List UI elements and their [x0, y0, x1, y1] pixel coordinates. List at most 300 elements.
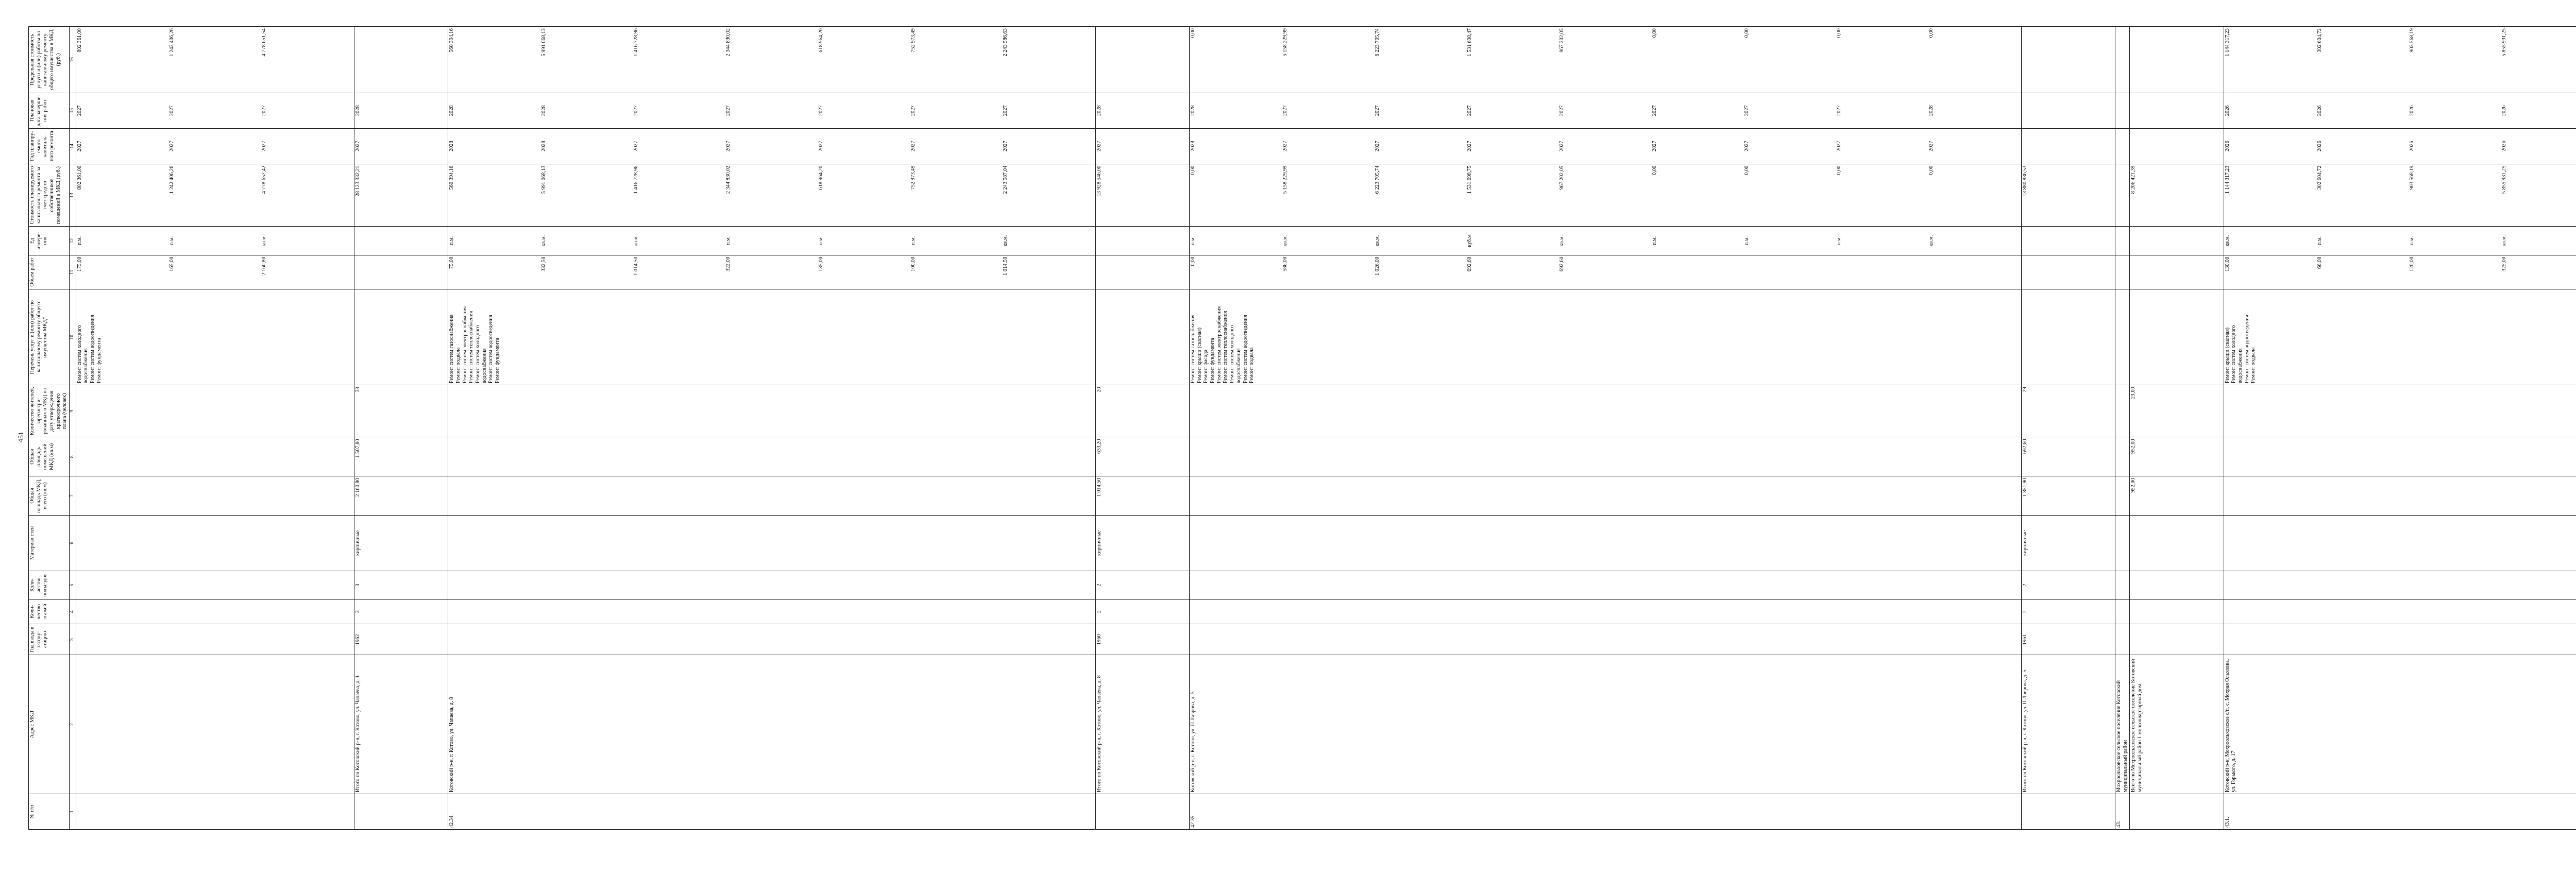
wall-material [2225, 517, 2231, 569]
residents [77, 387, 83, 435]
work-year: 2027 [76, 141, 82, 152]
col-header-9: Количество жителей, зарегистри-рованных в МКД на дату утверждения краткосрочного плана (человек) [29, 385, 70, 437]
entrances: 3 [355, 584, 361, 587]
work-year: 2026 [2409, 141, 2415, 152]
residents: 33 [355, 387, 361, 392]
work-end-date: 2027 [1282, 105, 1289, 116]
work-end-date [2130, 95, 2223, 127]
col-number: 3 [70, 624, 76, 655]
work-name: Ремонт фасада [1203, 349, 1209, 384]
floors [2130, 601, 2137, 622]
work-end-date: 2027 [76, 105, 82, 116]
work-limit-cost: 5 158 229,99 [1282, 28, 1289, 57]
table-row [2130, 27, 2224, 830]
address: Котовский р-н, г. Котово, ул. Чапаева, д. 8 [449, 697, 455, 793]
work-volume: 165,00 [168, 256, 175, 272]
work-cost: 6 223 705,74 [1375, 165, 1381, 194]
wall-material [449, 517, 455, 569]
work-limit-cost: 0,00 [1190, 28, 1196, 38]
work-name: Ремонт систем газоснабжения [1190, 314, 1196, 384]
work-end-date: 2027 [1836, 105, 1842, 116]
work-limit-cost: 903 568,19 [2409, 28, 2415, 53]
residents [1190, 387, 1197, 435]
area-rooms: 1 507,80 [355, 439, 361, 458]
col-header-11: Объем работ [29, 255, 70, 289]
work-cost: 752 973,49 [910, 165, 916, 190]
table-body [76, 27, 2576, 830]
work-cost: 0,00 [1743, 165, 1750, 175]
col-header-5: Коли-чество подъездов [29, 571, 70, 599]
work-end-date: 2027 [818, 105, 824, 116]
work-limit-cost: 618 964,20 [818, 28, 824, 53]
work-cost: 0,00 [1836, 165, 1842, 175]
work-cost: 618 964,20 [818, 165, 824, 190]
area-rooms: 633,20 [1096, 439, 1102, 454]
work-limit-cost: 560 394,16 [449, 28, 455, 53]
residents [2225, 387, 2231, 435]
work-cost: 967 202,05 [1559, 165, 1565, 190]
col-header-10: Перечень услуг и (или) работ по капитальному ремонту общего имущества МКД* [29, 289, 70, 385]
work-volume: 322,00 [725, 256, 732, 272]
area-rooms [77, 439, 83, 474]
residents: 29 [2022, 387, 2028, 392]
work-year [2022, 130, 2114, 162]
work-limit-cost: 0,00 [1651, 28, 1657, 38]
wall-material: кирпичные [355, 530, 361, 556]
work-name: Ремонт подвала [1249, 347, 1255, 384]
area-rooms [1190, 439, 1197, 474]
work-limit-cost [2130, 28, 2223, 91]
work-end-date: 2028 [355, 105, 361, 116]
col-number: 7 [70, 476, 76, 516]
commission-year [2225, 626, 2231, 653]
work-limit-cost: 6 223 705,74 [1375, 28, 1381, 57]
work-volume: 100,00 [910, 256, 916, 272]
work-limit-cost: 0,00 [1836, 28, 1842, 38]
work-limit-cost: 2 243 586,63 [1002, 28, 1008, 57]
commission-year [449, 626, 455, 653]
col-header-4: Коли-чество этажей [29, 599, 70, 624]
address: Итого по Котовский р-н, г. Котово, ул. П.Лаврова, д. 5 [2022, 670, 2028, 793]
work-limit-cost: 5 855 931,25 [2501, 28, 2507, 57]
work-volume: 325,00 [2501, 256, 2507, 272]
work-limit-cost: 1 531 698,47 [1467, 28, 1473, 57]
work-volume [355, 257, 447, 288]
area-rooms [2116, 439, 2123, 474]
work-year [2130, 130, 2223, 162]
work-volume [1096, 257, 1189, 288]
work-volume: 1 014,50 [1002, 256, 1008, 276]
work-cost: 2 344 830,02 [725, 165, 732, 194]
work-name: Ремонт систем холодного водоснабжения [1229, 325, 1242, 384]
work-cost: 0,00 [1651, 165, 1657, 175]
work-unit: куб.м [1467, 234, 1473, 247]
work-end-date: 2028 [1190, 105, 1196, 116]
work-limit-cost: 0,00 [1743, 28, 1750, 38]
work-cost: 13 928 546,00 [1096, 165, 1102, 197]
area-total: 952,00 [2130, 478, 2137, 493]
work-end-date: 2027 [1467, 105, 1473, 116]
col-header-6: Материал стен [29, 516, 70, 571]
work-unit: кв.м. [633, 235, 639, 247]
area-total: 2 160,80 [355, 478, 361, 497]
floors [449, 601, 455, 622]
work-end-date: 2028 [449, 105, 455, 116]
work-year: 2027 [1559, 141, 1565, 152]
table-row [1095, 27, 1189, 830]
repair-plan-table [28, 26, 2576, 830]
work-volume: 332,50 [541, 256, 547, 272]
table-row [2022, 27, 2115, 830]
work-year: 2027 [725, 141, 732, 152]
col-header-3: Год ввода в эксплу-атацию [29, 624, 70, 655]
column-number-row [70, 27, 76, 830]
work-unit [1096, 228, 1189, 253]
work-year: 2027 [168, 141, 175, 152]
work-name: Ремонт систем газоснабжения [449, 314, 455, 384]
address: Котовский р-н, г. Котово, ул. П.Лаврова, д. 5 [1190, 691, 1196, 793]
work-limit-cost: 802 361,00 [76, 28, 82, 53]
address: Итого по Котовский р-н, г. Котово, ул. Чапаева, д. 1 [355, 675, 361, 793]
work-end-date: 2028 [1096, 105, 1102, 116]
work-volume: 75,00 [449, 256, 455, 269]
commission-year [1190, 626, 1197, 653]
work-limit-cost: 0,00 [1928, 28, 1934, 38]
floors [2116, 601, 2123, 622]
work-unit: п.м. [2316, 236, 2323, 246]
work-cost: 5 991 068,13 [541, 165, 547, 194]
work-volume [2022, 257, 2114, 288]
wall-material [77, 517, 83, 569]
work-name: Ремонт систем водоотведения [2244, 315, 2250, 384]
work-limit-cost: 1 416 728,96 [633, 28, 639, 57]
work-volume [1928, 257, 2021, 288]
work-limit-cost: 1 242 406,26 [168, 28, 175, 57]
work-volume: 586,00 [1282, 256, 1289, 272]
work-end-date [2022, 95, 2114, 127]
work-end-date: 2028 [1928, 105, 1934, 116]
work-cost: 802 361,00 [76, 165, 82, 190]
address: Котовский р-н, Мохроольховское с/п, с. Мохрая Ольховка, ул. Горького, д. 17 [2224, 659, 2237, 793]
col-header-13: Стоимость планируемого капитального ремонта за счет средств собственников помещений в МКД (руб.) [29, 164, 70, 227]
work-unit: кв.м. [261, 235, 267, 247]
work-end-date: 2027 [633, 105, 639, 116]
commission-year [2116, 626, 2123, 653]
work-name: Ремонт фундамента [1210, 338, 1216, 384]
floors [2225, 601, 2231, 622]
work-unit [355, 228, 447, 253]
entrances [77, 573, 83, 597]
residents: 20 [1096, 387, 1102, 392]
work-end-date: 2026 [2224, 105, 2230, 116]
work-volume: 0,00 [1190, 256, 1196, 266]
col-number: 12 [70, 227, 76, 255]
area-total [449, 478, 455, 513]
work-unit: кв.м. [1282, 235, 1289, 247]
work-name: Ремонт подвала [2250, 347, 2257, 384]
work-cost: 1 144 317,23 [2224, 165, 2230, 194]
work-unit: п.м. [1836, 236, 1842, 246]
work-year: 2027 [1002, 141, 1008, 152]
work-end-date: 2026 [2316, 105, 2323, 116]
table-row [76, 27, 354, 830]
commission-year: 1961 [2022, 634, 2028, 645]
entrances: 2 [2022, 584, 2028, 587]
work-volume: 130,00 [2224, 256, 2230, 272]
area-rooms [449, 439, 455, 474]
work-cost: 1 416 728,96 [633, 165, 639, 194]
work-year: 2027 [633, 141, 639, 152]
col-number: 1 [70, 794, 76, 830]
work-unit: кв.м. [1002, 235, 1008, 247]
area-rooms: 692,60 [2022, 439, 2028, 454]
work-name: Ремонт фундамента [96, 338, 102, 384]
table-row [1190, 27, 2022, 830]
work-limit-cost: 967 202,05 [1559, 28, 1565, 53]
work-year: 2028 [449, 141, 455, 152]
work-cost: 8 206 421,39 [2130, 165, 2137, 194]
residents [2116, 387, 2123, 435]
work-limit-cost: 4 778 651,54 [261, 28, 267, 57]
work-name: Ремонт систем холодного водоснабжения [474, 325, 487, 384]
col-header-15: Плановая дата заверше-ния работ [29, 93, 70, 128]
entrances [449, 573, 455, 597]
work-unit: кв.м. [2501, 235, 2507, 247]
work-end-date: 2027 [1743, 105, 1750, 116]
area-total [2225, 478, 2231, 513]
work-limit-cost: 5 991 068,13 [541, 28, 547, 57]
work-unit: кв.м. [1559, 235, 1565, 247]
row-number: 42.34. [449, 814, 455, 828]
floors: 3 [355, 610, 361, 613]
work-year: 2026 [2501, 141, 2507, 152]
work-volume: 1 014,50 [633, 256, 639, 276]
work-name: Ремонт систем холодного водоснабжения [2231, 325, 2243, 384]
work-volume: 175,00 [76, 256, 82, 272]
work-unit: кв.м. [1928, 235, 1934, 247]
area-total [1190, 478, 1197, 513]
col-number: 4 [70, 599, 76, 624]
entrances [2116, 573, 2123, 597]
work-name: Ремонт систем электроснабжения [1216, 306, 1222, 384]
col-number: 11 [70, 255, 76, 289]
work-volume [1744, 257, 1836, 288]
work-volume: 66,00 [2316, 256, 2323, 269]
commission-year [2130, 626, 2137, 653]
col-number: 5 [70, 571, 76, 599]
work-year: 2027 [355, 141, 361, 152]
entrances [2225, 573, 2231, 597]
work-year: 2026 [2224, 141, 2230, 152]
work-unit: п.м. [1743, 236, 1750, 246]
area-total: 1 851,90 [2022, 478, 2028, 497]
work-cost: 560 394,16 [449, 165, 455, 190]
work-volume: 120,00 [2409, 256, 2415, 272]
work-year: 2027 [1651, 141, 1657, 152]
entrances: 2 [1096, 584, 1102, 587]
col-number: 9 [70, 385, 76, 437]
col-number: 15 [70, 93, 76, 128]
wall-material [1190, 517, 1197, 569]
work-end-date: 2027 [910, 105, 916, 116]
address: Мохроольховское сельское поселение Котовский муниципальный район [2116, 680, 2128, 793]
table-row [2224, 27, 2576, 830]
work-name: Ремонт систем теплоснабжения [468, 311, 474, 384]
work-limit-cost: 1 144 317,23 [2224, 28, 2230, 57]
work-limit-cost [1096, 28, 1189, 91]
work-unit: п.м. [725, 236, 732, 246]
wall-material: кирпичные [2022, 530, 2028, 556]
residents: 23,00 [2130, 387, 2137, 399]
work-year: 2027 [1375, 141, 1381, 152]
table-row [448, 27, 1096, 830]
work-cost: 28 123 332,21 [355, 165, 361, 197]
work-volume: 2 160,80 [261, 256, 267, 276]
floors: 2 [1096, 610, 1102, 613]
col-number: 13 [70, 164, 76, 227]
table-row [2115, 27, 2130, 830]
row-number: 43. [2116, 821, 2122, 828]
work-name: Ремонт систем теплоснабжения [1223, 311, 1229, 384]
floors [1190, 601, 1197, 622]
work-unit: кв.м. [2224, 235, 2230, 247]
col-number: 10 [70, 289, 76, 385]
entrances [2130, 573, 2137, 597]
work-unit: кв.м. [1375, 235, 1381, 247]
work-year: 2028 [1190, 141, 1196, 152]
work-name: Ремонт крыши (скатная) [2224, 327, 2230, 384]
table-row [354, 27, 448, 830]
work-name: Ремонт фундамента [494, 338, 500, 384]
work-year: 2027 [1928, 141, 1934, 152]
entrances [1190, 573, 1197, 597]
work-end-date: 2028 [541, 105, 547, 116]
work-name: Ремонт систем электроснабжения [462, 306, 468, 384]
work-volume: 692,60 [1559, 256, 1565, 272]
work-unit: п.м. [1651, 236, 1657, 246]
work-unit: п.м. [168, 236, 175, 246]
address: Всего по Мохроольховское сельское поселение Котовский муниципальный район 1 многоквартирный дом [2130, 659, 2143, 793]
work-end-date: 2027 [1375, 105, 1381, 116]
work-unit: п.м. [76, 236, 82, 246]
area-total [77, 478, 83, 513]
row-number: 43.1. [2224, 817, 2230, 828]
work-end-date: 2026 [2409, 105, 2415, 116]
work-year: 2027 [818, 141, 824, 152]
col-header-8: Общая площадь помещений МКД (кв.м) [29, 437, 70, 476]
work-cost: 4 778 652,42 [261, 165, 267, 194]
work-unit: п.м. [818, 236, 824, 246]
work-unit: кв.м. [541, 235, 547, 247]
work-unit [2130, 228, 2223, 253]
work-end-date: 2027 [261, 105, 267, 116]
area-rooms [2225, 439, 2231, 474]
area-total [2116, 478, 2123, 513]
area-rooms: 952,00 [2130, 439, 2137, 454]
work-limit-cost: 752 973,49 [910, 28, 916, 53]
row-number: 42.35. [1190, 814, 1196, 828]
wall-material [2116, 517, 2123, 569]
floors: 2 [2022, 610, 2028, 613]
work-end-date: 2027 [725, 105, 732, 116]
work-year: 2027 [1743, 141, 1750, 152]
col-number: 16 [70, 27, 76, 93]
work-cost: 5 158 229,99 [1282, 165, 1289, 194]
work-cost: 0,00 [1928, 165, 1934, 175]
wall-material [2130, 517, 2137, 569]
work-year: 2027 [1836, 141, 1842, 152]
work-cost: 2 243 587,04 [1002, 165, 1008, 194]
col-header-14: Год планиру-емого капиталь-ного ремонта [29, 128, 70, 164]
work-name: Ремонт систем водоотведения [1242, 315, 1248, 384]
work-cost: 302 604,72 [2316, 165, 2323, 190]
work-cost: 1 531 698,75 [1467, 165, 1473, 194]
residents [449, 387, 455, 435]
header-row [29, 27, 70, 830]
work-unit: п.м. [910, 236, 916, 246]
work-year: 2027 [1282, 141, 1289, 152]
work-name: Ремонт крыши (скатная) [1196, 327, 1202, 384]
work-year: 2027 [1096, 141, 1102, 152]
wall-material: кирпичные [1096, 530, 1102, 556]
work-limit-cost: 2 344 830,02 [725, 28, 732, 57]
col-header-1: № п/п [29, 794, 70, 830]
work-end-date: 2027 [1002, 105, 1008, 116]
work-unit [2022, 228, 2114, 253]
work-volume [1652, 257, 1744, 288]
col-header-16: Предельная стоимость услуги и (или) работы по капитальному ремонту общего имущества в МКД (руб.) [29, 27, 70, 93]
work-volume [1836, 257, 1928, 288]
work-year: 2027 [910, 141, 916, 152]
work-cost: 5 855 931,25 [2501, 165, 2507, 194]
col-number: 14 [70, 128, 76, 164]
area-total: 1 014,50 [1096, 478, 1102, 497]
col-number: 8 [70, 437, 76, 476]
commission-year [77, 626, 83, 653]
work-cost: 1 242 406,26 [168, 165, 175, 194]
work-year: 2027 [261, 141, 267, 152]
work-unit: п.м. [1190, 236, 1196, 246]
work-year: 2028 [541, 141, 547, 152]
address: Итого по Котовский р-н, г. Котово, ул. Чапаева, д. 8 [1096, 675, 1102, 793]
work-volume: 135,00 [818, 256, 824, 272]
work-end-date: 2027 [1559, 105, 1565, 116]
col-header-7: Общая площадь МКД, всего (кв.м) [29, 476, 70, 516]
work-year: 2026 [2316, 141, 2323, 152]
floors [77, 601, 83, 622]
work-end-date: 2027 [1651, 105, 1657, 116]
commission-year: 1962 [355, 634, 361, 645]
work-name: Ремонт подвала [455, 347, 461, 384]
work-unit: п.м. [449, 236, 455, 246]
col-header-12: Ед измере-ния [29, 227, 70, 255]
col-number: 2 [70, 655, 76, 794]
work-limit-cost [2022, 28, 2114, 91]
work-name: Ремонт систем водоотведения [90, 315, 96, 384]
work-limit-cost: 302 604,72 [2316, 28, 2323, 53]
commission-year: 1960 [1096, 634, 1102, 645]
work-name: Ремонт систем водоотведения [488, 315, 494, 384]
work-year: 2027 [1467, 141, 1473, 152]
work-name: Ремонт систем холодного водоснабжения [76, 325, 89, 384]
work-volume: 692,60 [1467, 256, 1473, 272]
work-unit: п.м. [2409, 236, 2415, 246]
work-cost: 13 880 836,53 [2022, 165, 2028, 197]
work-volume: 1 026,00 [1375, 256, 1381, 276]
work-volume [2130, 257, 2223, 288]
work-end-date: 2026 [2501, 105, 2507, 116]
work-limit-cost [355, 28, 447, 91]
